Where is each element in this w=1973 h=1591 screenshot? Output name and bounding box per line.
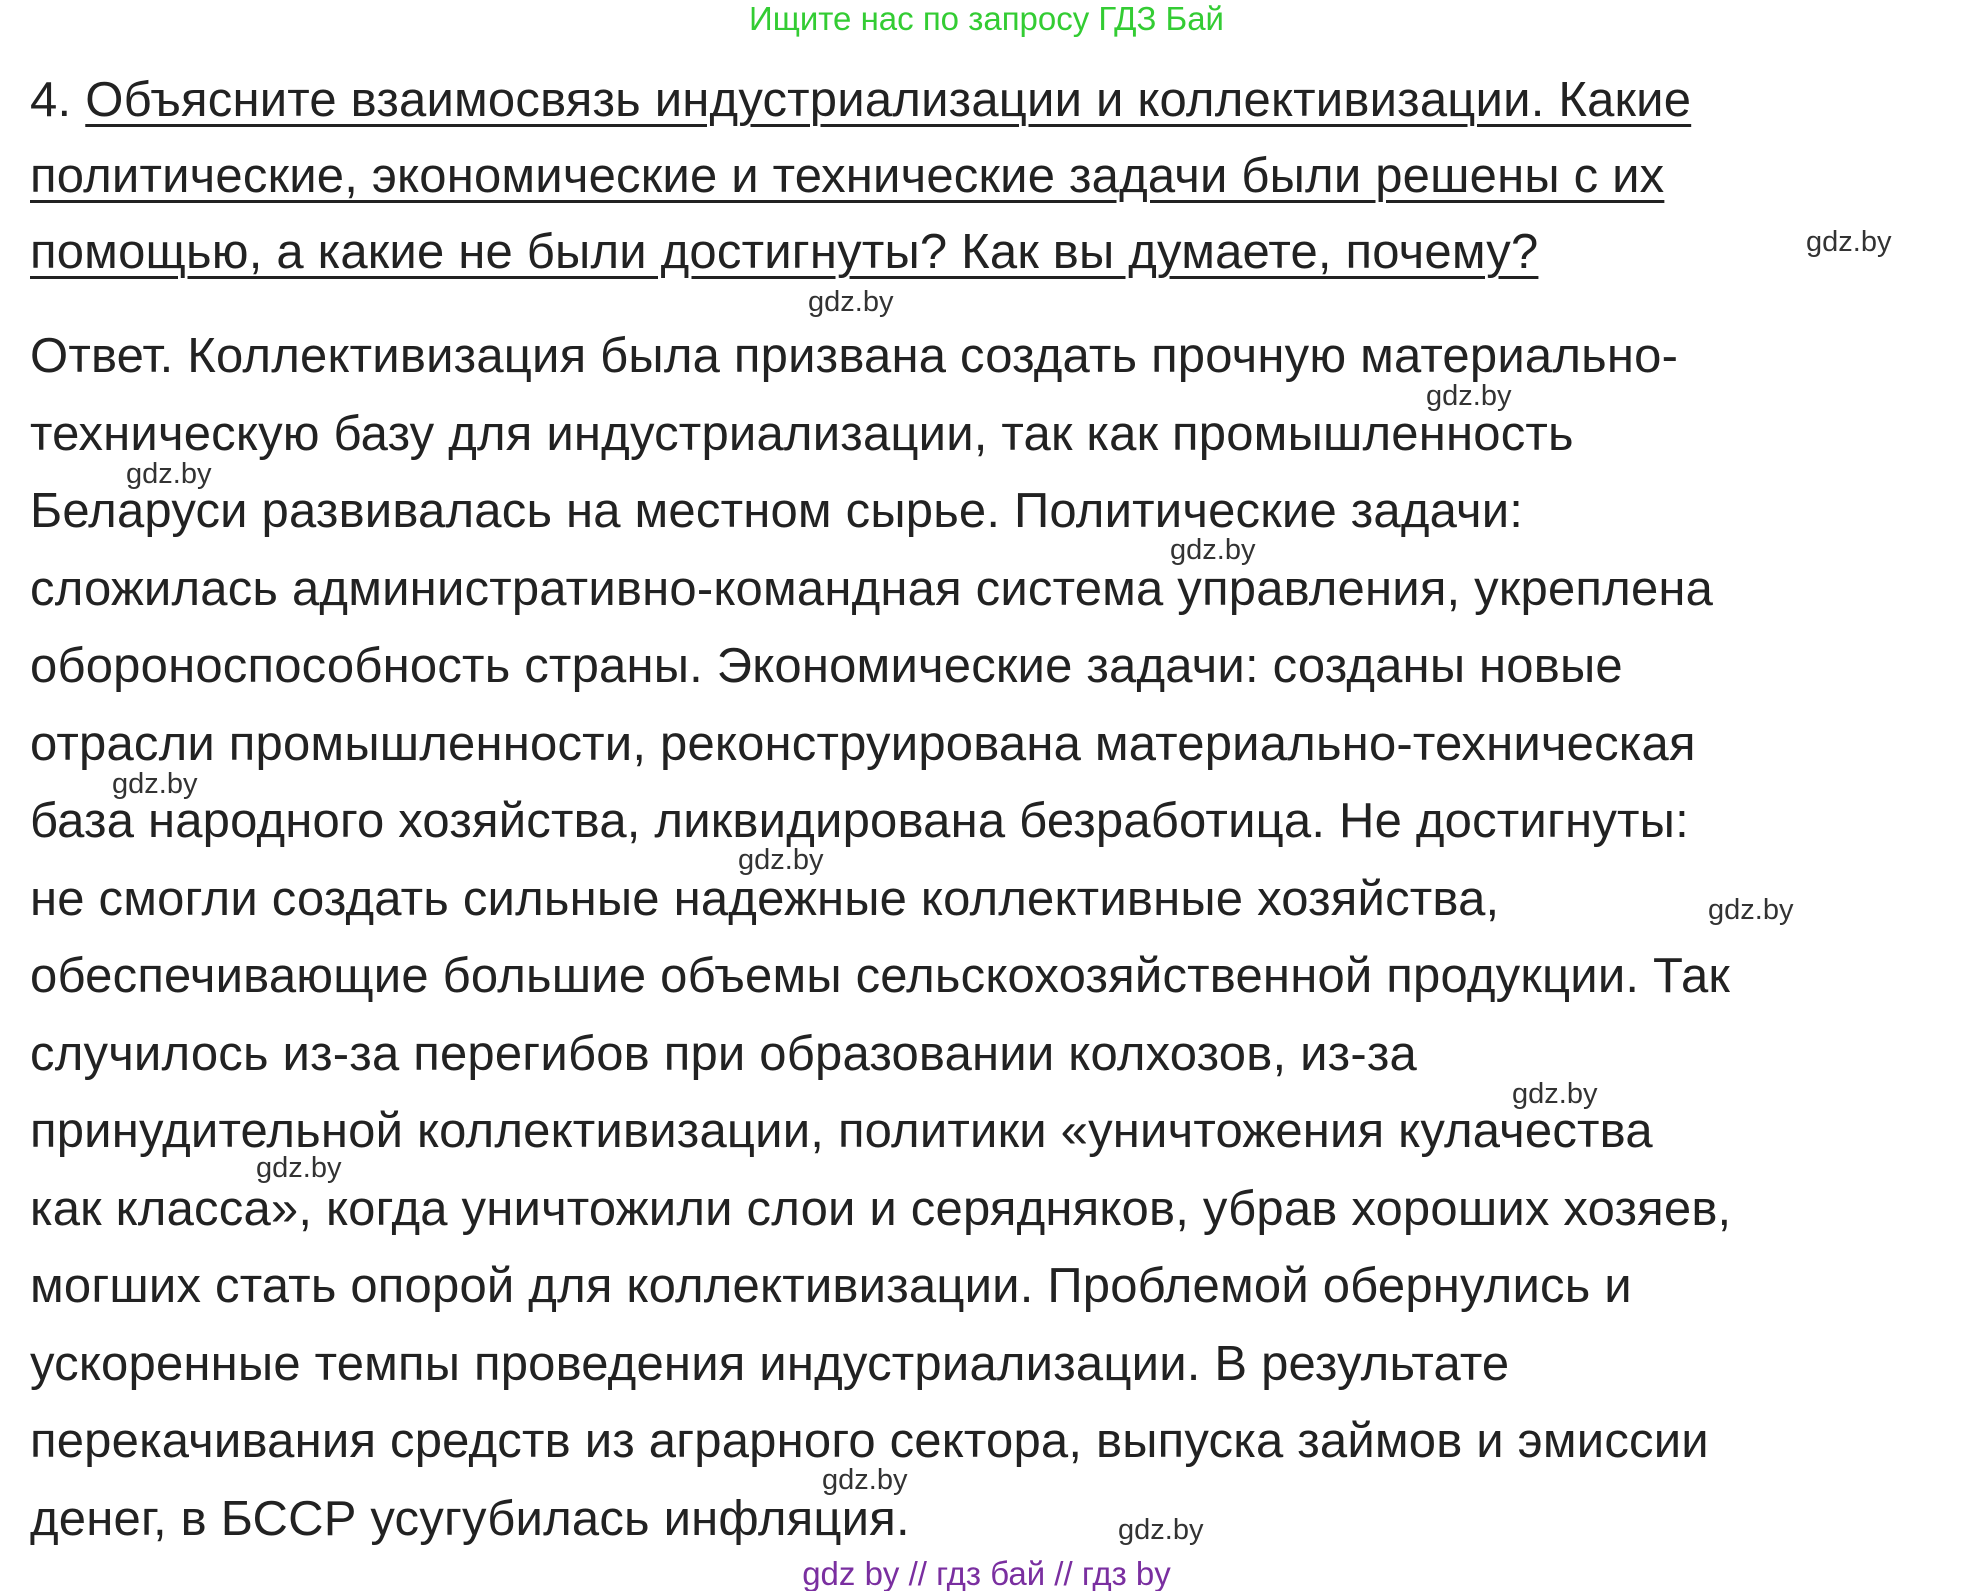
answer-line: перекачивания средств из аграрного сектора, выпуска займов и эмиссии (30, 1414, 1709, 1468)
watermark: gdz.by (1708, 894, 1794, 926)
answer-line: отрасли промышленности, реконструирована материально-техническая (30, 716, 1696, 771)
watermark: gdz.by (1806, 226, 1892, 258)
answer-line: обеспечивающие большие объемы сельскохозяйственной продукции. Так (30, 949, 1731, 1003)
answer-line: база народного хозяйства, ликвидирована безработица. Не достигнуты: (30, 794, 1689, 848)
question-line (30, 214, 1930, 290)
answer-line: Беларуси развивалась на местном сырье. Политические задачи: (30, 484, 1524, 538)
watermark: gdz.by (822, 1464, 908, 1496)
answer-line: случилось из-за перегибов при образовании колхозов, из-за (30, 1026, 1417, 1081)
header-search-hint[interactable]: Ищите нас по запросу ГДЗ Бай (749, 0, 1224, 37)
answer-line: могших стать опорой для коллективизации. Проблемой обернулись и (30, 1259, 1632, 1313)
watermark: gdz.by (126, 458, 212, 490)
question-text: помощью, а какие не были достигнуты? Как вы думаете, почему? (30, 225, 1539, 279)
watermark: gdz.by (1512, 1078, 1598, 1110)
watermark: gdz.by (112, 768, 198, 800)
watermark: gdz.by (808, 286, 894, 318)
question-line (30, 62, 1930, 138)
answer-line: как класса», когда уничтожили слои и серядняков, убрав хороших хозяев, (30, 1181, 1732, 1236)
answer-line: принудительной коллективизации, политики «уничтожения кулачества (30, 1104, 1653, 1158)
answer-line: Ответ. Коллективизация была призвана создать прочную материально- (30, 329, 1679, 383)
answer-block (30, 318, 1950, 1558)
answer-line: техническую базу для индустриализации, так как промышленность (30, 406, 1574, 461)
watermark: gdz.by (1170, 534, 1256, 566)
watermark: gdz.by (738, 844, 824, 876)
question-line (30, 138, 1930, 214)
question-block (30, 62, 1930, 290)
answer-line: сложилась административно-командная система управления, укреплена (30, 561, 1714, 616)
watermark: gdz.by (1426, 380, 1512, 412)
question-text: Объясните взаимосвязь индустриализации и коллективизации. Какие (85, 73, 1692, 127)
footer-site-links[interactable]: gdz by // гдз бай // гдз by (802, 1555, 1171, 1591)
question-number: 4. (30, 73, 72, 127)
watermark: gdz.by (1118, 1514, 1204, 1546)
answer-line: обороноспособность страны. Экономические задачи: созданы новые (30, 639, 1623, 693)
watermark: gdz.by (256, 1152, 342, 1184)
answer-line: денег, в БССР усугубилась инфляция. (30, 1491, 910, 1546)
answer-line: ускоренные темпы проведения индустриализации. В результате (30, 1336, 1510, 1391)
question-text: политические, экономические и технические задачи были решены с их (30, 149, 1665, 203)
answer-line: не смогли создать сильные надежные коллективные хозяйства, (30, 871, 1500, 926)
